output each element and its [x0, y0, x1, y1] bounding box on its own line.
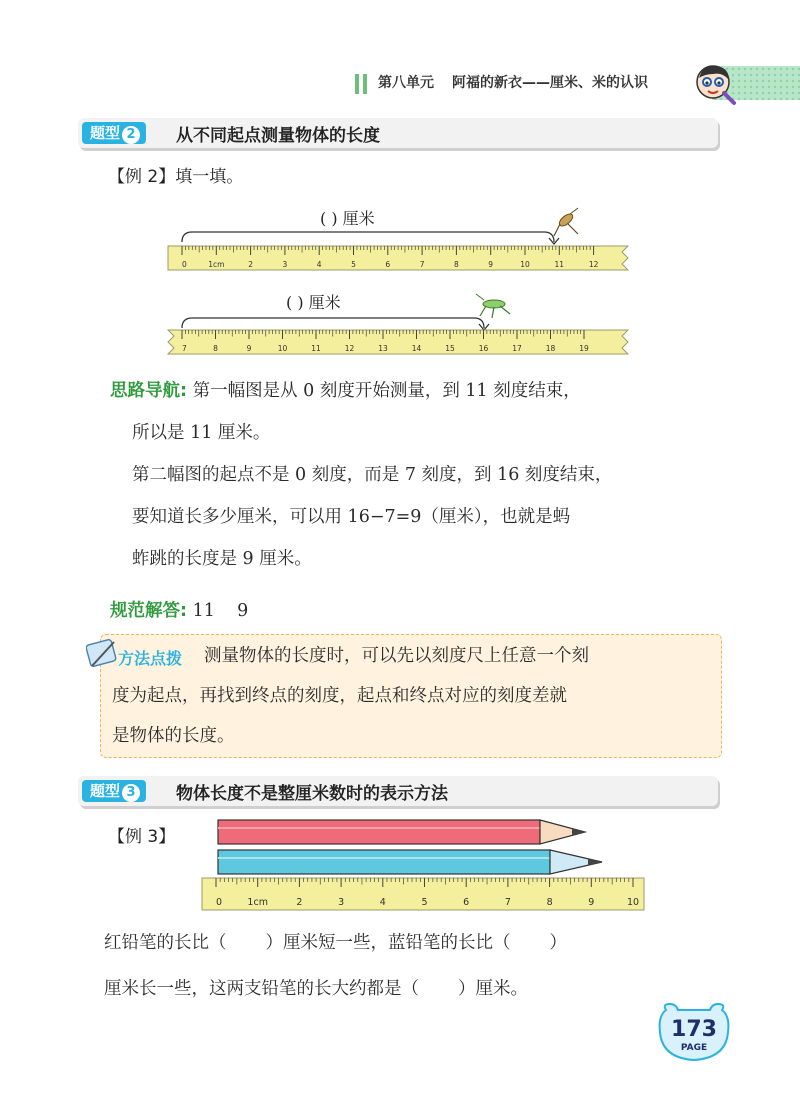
ruler-tick-label: 3: [338, 897, 345, 908]
method-badge-text: 方法点拨: [118, 649, 183, 668]
method-line-2: 度为起点，再找到终点的刻度，起点和终点对应的刻度差就: [112, 686, 567, 706]
ruler-tick-label: 4: [379, 897, 386, 908]
header-title: [378, 72, 648, 92]
grasshopper-icon: [476, 294, 510, 318]
ruler-2-figure: [160, 284, 640, 364]
example-label: 【例 2】: [108, 167, 176, 187]
ruler-tick-label: 8: [454, 260, 459, 269]
ruler-tick-label: 6: [463, 897, 470, 908]
ruler-tick-label: 16: [478, 344, 489, 353]
answer-row: [110, 590, 730, 632]
ruler-tick-label: 10: [626, 897, 640, 908]
ruler-tick-label: 18: [545, 344, 556, 353]
ruler-tick-label: 1cm: [247, 897, 268, 908]
ruler-tick-label: 0: [182, 260, 187, 269]
answer-value: 11 9: [192, 601, 249, 621]
hint-line-2: 所以是 11 厘米。: [132, 423, 271, 443]
page-label: PAGE: [680, 1043, 708, 1053]
ruler-tick-label: 9: [246, 344, 252, 353]
ruler-tick-label: 3: [282, 260, 288, 269]
ruler-2-blank: ( ) 厘米: [286, 293, 341, 312]
hint-line-5: 蚱跳的长度是 9 厘米。: [132, 549, 312, 569]
ruler-tick-label: 15: [445, 344, 455, 353]
section-header-type-3: [78, 776, 718, 806]
hint-line-3: 第二幅图的起点不是 0 刻度，而是 7 刻度，到 16 刻度结束，: [132, 465, 613, 485]
example-3-line-1: 红铅笔的长比（ ）厘米短一些，蓝铅笔的长比（ ）: [104, 933, 567, 953]
example-3-label: 【例 3】: [108, 827, 176, 847]
ruler-1-blank: ( ) 厘米: [320, 209, 375, 228]
ruler-tick-label: 2: [296, 897, 303, 908]
ruler-tick-label: 9: [488, 260, 494, 269]
method-tip-text: [112, 636, 712, 756]
section-title: 物体长度不是整厘米数时的表示方法: [176, 784, 448, 804]
hint-line-4: 要知道长多少厘米，可以用 16−7=9（厘米），也就是蚂: [132, 507, 571, 527]
ruler-1-figure: [160, 200, 640, 280]
ruler-tick-label: 14: [411, 344, 422, 353]
example-instruction: 填一填。: [175, 167, 244, 187]
ruler-tick-label: 12: [588, 260, 599, 269]
example-3-line-2: 厘米长一些，这两支铅笔的长大约都是（ ）厘米。: [104, 979, 528, 999]
ruler-tick-label: 19: [579, 344, 589, 353]
ruler-tick-label: 12: [344, 344, 355, 353]
ruler-tick-label: 2: [248, 260, 253, 269]
ruler-tick-label: 11: [311, 344, 321, 353]
blue-pencil-icon: [218, 850, 602, 874]
type-badge: 题型 2: [82, 122, 146, 144]
mascot-magnifier-icon: [693, 62, 737, 106]
ruler-tick-label: 13: [378, 344, 388, 353]
ruler-tick-label: 1cm: [208, 260, 225, 269]
example-3-question: [104, 920, 724, 1012]
method-line-1: 测量物体的长度时，可以先以刻度尺上任意一个刻: [204, 646, 589, 666]
ruler-tick-label: 5: [421, 897, 428, 908]
page-number-badge: [656, 1002, 732, 1066]
ruler-tick-label: 10: [520, 260, 530, 269]
grasshopper-icon: [554, 208, 578, 236]
hint-line-1: 第一幅图是从 0 刻度开始测量，到 11 刻度结束，: [192, 381, 581, 401]
method-line-3: 是物体的长度。: [112, 726, 235, 746]
type-badge: 题型 3: [82, 780, 146, 802]
page-number: 173: [671, 1017, 717, 1042]
section-header-type-2: [78, 118, 718, 148]
ruler-tick-label: 8: [213, 344, 218, 353]
ruler-tick-label: 7: [419, 260, 425, 269]
ruler-tick-label: 8: [546, 897, 553, 908]
section-title: 从不同起点测量物体的长度: [176, 126, 380, 146]
ruler-tick-label: 0: [216, 897, 223, 908]
pencils-ruler-figure: [200, 814, 652, 914]
header-bars-icon: [355, 74, 369, 94]
type-number: 2: [122, 126, 140, 144]
hint-paragraph: [110, 370, 730, 580]
ruler-tick-label: 10: [277, 344, 288, 353]
ruler-tick-label: 6: [385, 260, 391, 269]
hint-label: 思路导航:: [110, 381, 187, 401]
ruler-tick-label: 5: [351, 260, 356, 269]
ruler-tick-label: 9: [588, 897, 595, 908]
ruler-tick-label: 4: [316, 260, 322, 269]
ruler-tick-label: 11: [554, 260, 565, 269]
type-number: 3: [122, 784, 140, 802]
ruler-tick-label: 17: [512, 344, 522, 353]
lesson-label: 阿福的新衣——厘米、米的认识: [452, 75, 648, 91]
ruler-tick-label: 7: [504, 897, 511, 908]
unit-label: 第八单元: [378, 75, 434, 91]
red-pencil-icon: [218, 820, 585, 844]
answer-label: 规范解答:: [110, 601, 187, 621]
example-2-heading: [108, 162, 243, 187]
ruler-tick-label: 7: [182, 344, 187, 353]
